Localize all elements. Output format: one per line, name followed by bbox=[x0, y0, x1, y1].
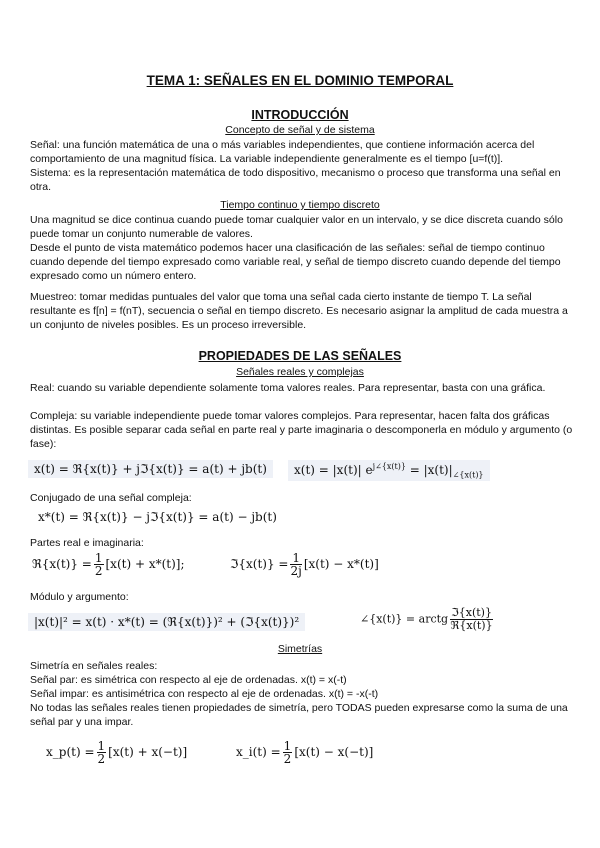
subheading-simetrias: Simetrías bbox=[277, 643, 323, 655]
paragraph-sistema: Sistema: es la representación matemática de todo dispositivo, mecanismo o proceso que transforma una señal en otra. bbox=[30, 167, 561, 193]
equation-imag-part: ℑ{x(t)} = $\frac{1}{2j}$ [x(t) − x*(t)] bbox=[230, 551, 379, 578]
paragraph-suma: No todas las señales reales tienen propiedades de simetría, pero TODAS pueden expresarse como la suma de una señal par y una impar. bbox=[30, 702, 568, 728]
equation-modulus: |x(t)|² = x(t) · x*(t) = (ℜ{x(t)})² + (ℑ{x(t)})² bbox=[28, 613, 305, 631]
subheading-reales-complejas: Señales reales y complejas bbox=[236, 366, 364, 378]
equation-conjugate: x*(t) = ℜ{x(t)} − jℑ{x(t)} = a(t) − jb(t) bbox=[38, 510, 277, 524]
paragraph-senal-impar: Señal impar: es antisimétrica con respecto al eje de ordenadas. x(t) = -x(-t) bbox=[30, 688, 379, 700]
paragraph-senal-par: Señal par: es simétrica con respecto al eje de ordenadas. x(t) = x(-t) bbox=[30, 674, 347, 686]
paragraph-simetria-reales: Simetría en señales reales: bbox=[30, 660, 158, 672]
label-modulo: Módulo y argumento: bbox=[30, 591, 129, 603]
section-heading-propiedades: PROPIEDADES DE LAS SEÑALES bbox=[198, 349, 402, 363]
page-title: TEMA 1: SEÑALES EN EL DOMINIO TEMPORAL bbox=[146, 73, 454, 88]
paragraph-senal: Señal: una función matemática de una o más variables independientes, que contiene información acerca del comportamiento de una magnitud física. La variable independiente generalmente es el tiempo [u=f(t)]. bbox=[30, 139, 535, 165]
label-partes: Partes real e imaginaria: bbox=[30, 537, 144, 549]
section-heading-introduccion: INTRODUCCIÓN bbox=[251, 108, 349, 122]
paragraph-muestreo: Muestreo: tomar medidas puntuales del valor que toma una señal cada cierto instante de tiempo T. La señal resultante es f[n] = f(nT), secuencia o señal en tiempo discreto. Es necesario asignar la amplitud de cada muestra a un conjunto de niveles posibles. Es un proceso irreversible. bbox=[30, 291, 568, 331]
equation-odd-part: x_i(t) = $\frac{1}{2}$ [x(t) − x(−t)] bbox=[236, 739, 374, 766]
paragraph-compleja: Compleja: su variable independiente puede tomar valores complejos. Para representar, hacen falta dos gráficas distintas. Es posible separar cada señal en parte real y parte imaginaria o descomponerla en módulo y argumento (o fase): bbox=[30, 410, 573, 450]
equation-polar-form: x(t) = |x(t)| $e^{j\angle\{x(t)\}} = |x(t)|_{\angle\{x(t)\}}$ bbox=[288, 460, 490, 481]
subheading-concepto: Concepto de señal y de sistema bbox=[225, 124, 375, 136]
equation-cartesian-form: x(t) = ℜ{x(t)} + jℑ{x(t)} = a(t) + jb(t) bbox=[28, 460, 273, 478]
label-conjugado: Conjugado de una señal compleja: bbox=[30, 492, 192, 504]
equation-even-part: x_p(t) = $\frac{1}{2}$ [x(t) + x(−t)] bbox=[46, 739, 188, 766]
equation-real-part: ℜ{x(t)} = $\frac{1}{2}$ [x(t) + x*(t)]; bbox=[32, 551, 185, 578]
equation-argument: ∠{x(t)} = arctg $\frac{\text{ℑ\{x(t)\}}}{\text{ℜ\{x(t)\}}}$ bbox=[360, 606, 493, 632]
paragraph-real: Real: cuando su variable dependiente solamente toma valores reales. Para representar, basta con una gráfica. bbox=[30, 382, 546, 394]
subheading-tiempo: Tiempo continuo y tiempo discreto bbox=[220, 199, 380, 211]
paragraph-clasificacion: Desde el punto de vista matemático podemos hacer una clasificación de las señales: señal de tiempo continuo cuando depende del tiempo expresado como variable real, y señal de tiempo discreto cuando depende del tiempo expresado como un número entero. bbox=[30, 242, 561, 282]
paragraph-continua: Una magnitud se dice continua cuando puede tomar cualquier valor en un intervalo, y se dice discreta cuando sólo puede tomar un conjunto numerable de valores. bbox=[30, 214, 563, 240]
